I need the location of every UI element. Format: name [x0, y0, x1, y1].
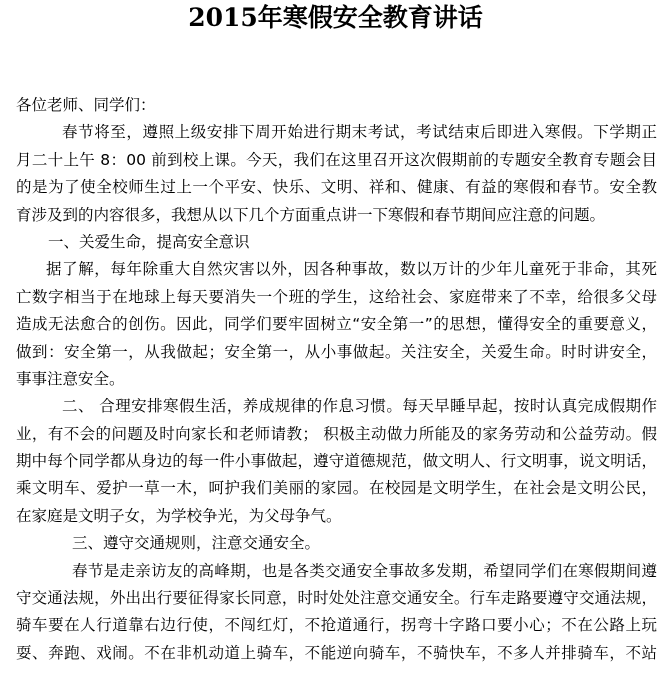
salutation: 各位老师、同学们：	[16, 96, 156, 114]
intro-line: 月二十上午 8：00 前到校上课。今天，我们在这里召开这次假期前的专题安全教育专题会目	[16, 150, 657, 169]
section1-line: 据了解，每年除重大自然灾害以外，因各种事故，数以万计的少年儿童死于非命，其死	[46, 260, 657, 279]
document-body	[16, 92, 657, 667]
section3-line: 骑车要在人行道靠右边行使，不闯红灯，不抢道通行，拐弯十字路口要小心；不在公路上玩	[16, 616, 657, 635]
intro-line: 春节将至，遵照上级安排下周开始进行期末考试，考试结束后即进入寒假。下学期正	[62, 123, 657, 142]
section1-line: 造成无法愈合的创伤。因此，同学们要牢固树立“安全第一”的思想，懂得安全的重要意义，	[16, 315, 657, 334]
section3-heading: 三、遵守交通规则，注意交通安全。	[72, 534, 321, 553]
section2-line: 业，有不会的问题及时向家长和老师请教； 积极主动做力所能及的家务劳动和公益劳动。假	[16, 424, 657, 443]
section2-line: 乘文明车、爱护一草一木，呵护我们美丽的家园。在校园是文明学生，在社会是文明公民，	[16, 479, 657, 498]
section1-line: 做到：安全第一，从我做起；安全第一，从小事做起。关注安全，关爱生命。时时讲安全，	[16, 342, 657, 361]
section2-line: 期中每个同学都从身边的每一件小事做起，遵守道德规范，做文明人、行文明事，说文明话，	[16, 452, 657, 471]
section1-line: 事事注意安全。	[16, 369, 125, 388]
section3-line: 守交通法规，外出出行要征得家长同意，时时处处注意交通安全。行车走路要遵守交通法规，	[16, 589, 657, 608]
section3-line: 耍、奔跑、戏闹。不在非机动道上骑车，不能逆向骑车，不骑快车，不多人并排骑车，不站	[16, 643, 657, 662]
section1-heading: 一、关爱生命，提高安全意识	[48, 232, 250, 251]
document-title: 2015年寒假安全教育讲话	[188, 3, 483, 32]
section2-line: 在家庭是文明子女，为学校争光，为父母争气。	[16, 506, 342, 525]
section2-line: 二、 合理安排寒假生活，养成规律的作息习惯。每天早睡早起，按时认真完成假期作	[62, 397, 657, 416]
intro-line: 的是为了使全校师生过上一个平安、快乐、文明、祥和、健康、有益的寒假和春节。安全教	[16, 178, 657, 197]
section1-line: 亡数字相当于在地球上每天要消失一个班的学生，这给社会、家庭带来了不幸，给很多父母	[16, 287, 657, 306]
section3-line: 春节是走亲访友的高峰期，也是各类交通安全事故多发期，希望同学们在寒假期间遵	[72, 561, 657, 580]
intro-line: 育涉及到的内容很多，我想从以下几个方面重点讲一下寒假和春节期间应注意的问题。	[16, 205, 606, 224]
